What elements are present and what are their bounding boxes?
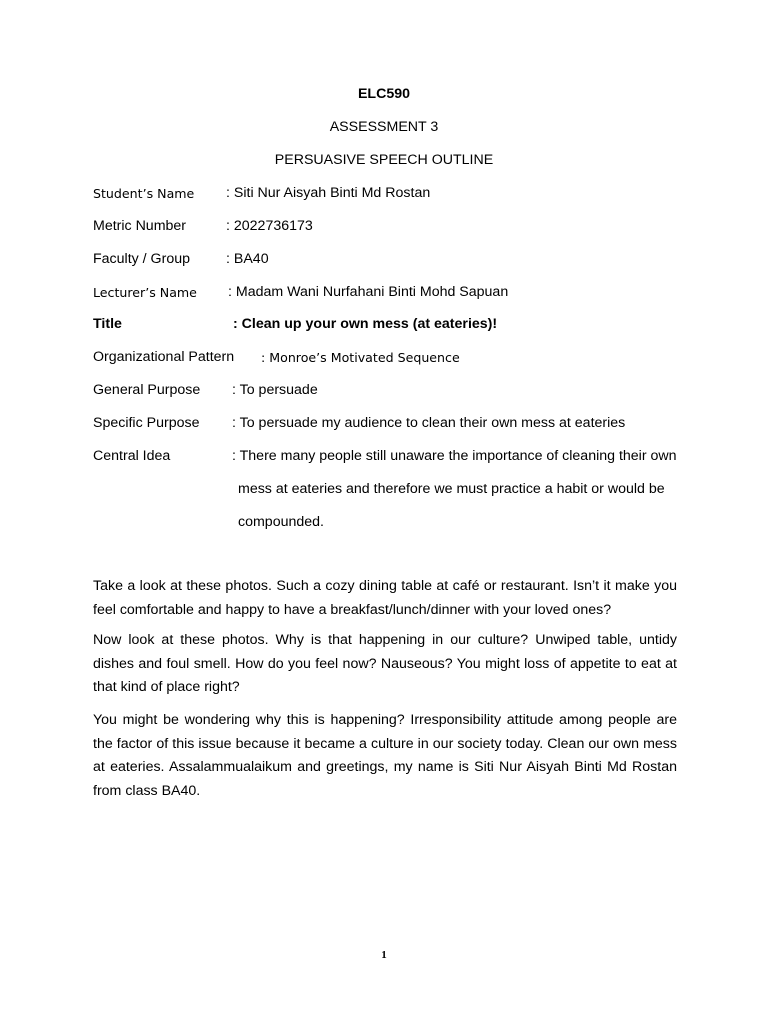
general-purpose-field bbox=[93, 382, 693, 402]
title-label: Title bbox=[93, 316, 122, 332]
student-name-field bbox=[93, 185, 693, 205]
page-number: 1 bbox=[381, 949, 387, 961]
metric-number-value: : 2022736173 bbox=[226, 218, 313, 234]
central-idea-field bbox=[93, 448, 693, 468]
metric-number-label: Metric Number bbox=[93, 218, 187, 234]
course-code: ELC590 bbox=[357, 86, 411, 102]
faculty-group-value: : BA40 bbox=[226, 251, 269, 267]
central-idea-continuation: mess at eateries and therefore we must practice a habit or would be bbox=[238, 481, 665, 497]
assessment-title: ASSESSMENT 3 bbox=[329, 119, 439, 135]
organizational-pattern-field bbox=[93, 349, 693, 369]
faculty-group-field bbox=[93, 251, 693, 271]
specific-purpose-field bbox=[93, 415, 693, 435]
general-purpose-label: General Purpose bbox=[93, 382, 201, 398]
general-purpose-value: : To persuade bbox=[232, 382, 318, 398]
lecturer-name-value: : Madam Wani Nurfahani Binti Mohd Sapuan bbox=[228, 284, 509, 300]
document-title: PERSUASIVE SPEECH OUTLINE bbox=[274, 152, 494, 168]
body-paragraph: You might be wondering why this is happening? Irresponsibility attitude among people are the factor of this issue because it became a culture in our society today. Clean our own mess at eateries. Assalammualaikum and greetings, my name is Siti Nur Aisyah Binti Md Rostan from class BA40. bbox=[93, 712, 677, 799]
central-idea-label: Central Idea bbox=[93, 448, 171, 464]
lecturer-name-field bbox=[93, 284, 693, 304]
central-idea-value: : There many people still unaware the importance of cleaning their own bbox=[232, 448, 677, 464]
organizational-pattern-value: : Monroe’s Motivated Sequence bbox=[261, 350, 460, 365]
metric-number-field bbox=[93, 218, 693, 238]
title-field bbox=[93, 316, 693, 336]
faculty-group-label: Faculty / Group bbox=[93, 251, 190, 267]
student-name-value: : Siti Nur Aisyah Binti Md Rostan bbox=[226, 185, 431, 201]
student-name-label: Student’s Name bbox=[93, 186, 195, 201]
central-idea-continuation: compounded. bbox=[238, 514, 324, 530]
specific-purpose-label: Specific Purpose bbox=[93, 415, 200, 431]
organizational-pattern-label: Organizational Pattern bbox=[93, 349, 235, 365]
title-value: : Clean up your own mess (at eateries)! bbox=[233, 316, 498, 332]
body-paragraph: Now look at these photos. Why is that happening in our culture? Unwiped table, untidy dishes and foul smell. How do you feel now? Nauseous? You might loss of appetite to eat at that kind of place right? bbox=[93, 632, 677, 695]
lecturer-name-label: Lecturer’s Name bbox=[93, 285, 197, 300]
body-paragraph: Take a look at these photos. Such a cozy dining table at café or restaurant. Isn’t it make you feel comfortable and happy to have a breakfast/lunch/dinner with your loved ones? bbox=[93, 578, 677, 618]
specific-purpose-value: : To persuade my audience to clean their own mess at eateries bbox=[232, 415, 626, 431]
